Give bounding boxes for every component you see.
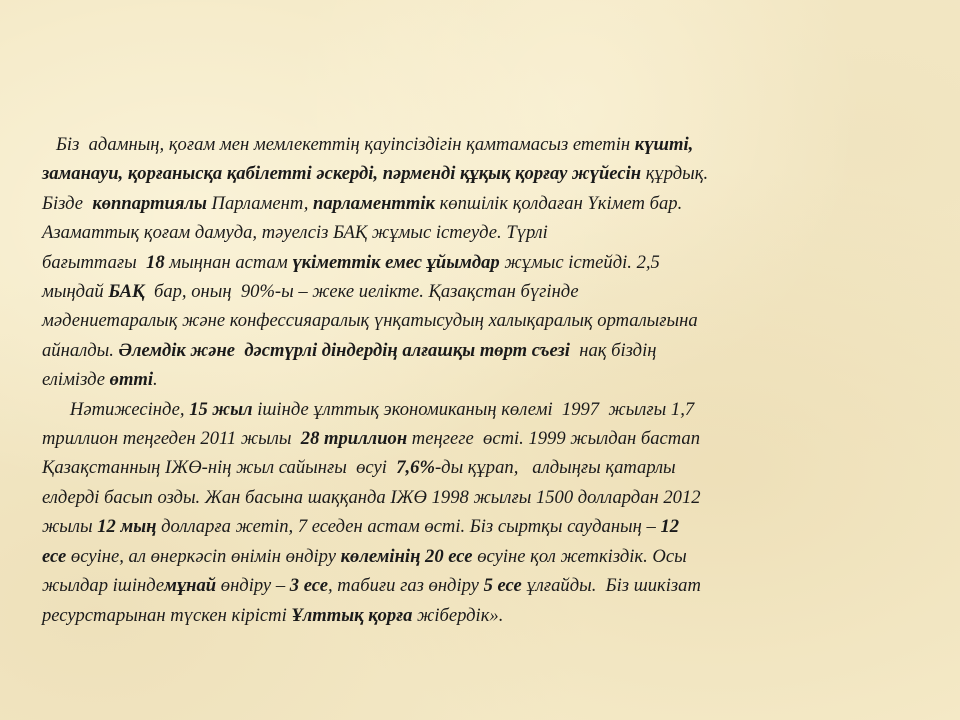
bold-text: заманауи, қорғанысқа қабілетті әскерді, пәрменді құқық қорғау жүйесін	[42, 163, 642, 185]
text-segment: елімізде	[42, 369, 110, 391]
bold-text: Ұлттық қорға	[291, 604, 413, 626]
text-line	[42, 571, 922, 600]
bold-text: мұнай	[164, 575, 217, 597]
text-segment: Біз адамның, қоғам мен мемлекеттің қауіпсіздігін қамтамасыз ететін	[42, 134, 635, 155]
text-segment: жылы	[42, 516, 98, 538]
text-segment: жылдар ішінде	[42, 575, 165, 597]
body-text	[42, 130, 922, 630]
text-segment: жібердік».	[412, 604, 504, 626]
text-segment: мәдениетаралық және конфессияаралық үнқатысудың халықаралық орталығына	[42, 310, 698, 332]
text-segment: Нәтижесінде,	[42, 398, 190, 420]
text-line	[42, 159, 922, 188]
bold-text: үкіметтік емес ұйымдар	[292, 251, 500, 273]
bold-text: 12	[660, 516, 680, 538]
bold-text: Әлемдік және дәстүрлі діндердің алғашқы төрт съезі	[118, 339, 570, 361]
text-segment: құрдық.	[641, 163, 709, 185]
text-line	[42, 306, 922, 335]
text-line	[42, 483, 922, 512]
text-segment: өндіру –	[216, 575, 290, 597]
text-segment: триллион теңгеден 2011 жылы	[42, 428, 301, 450]
text-segment: көпшілік қолдаған Үкімет бар.	[434, 192, 683, 214]
text-segment: Парламент,	[206, 192, 314, 214]
text-line	[42, 218, 922, 247]
bold-text: 28 триллион	[300, 428, 408, 450]
text-line	[42, 512, 922, 541]
text-segment: , табиғи газ өндіру	[327, 575, 484, 597]
text-line	[42, 130, 922, 159]
text-segment: Азаматтық қоғам дамуда, тәуелсіз БАҚ жұмыс істеуде. Түрлі	[42, 222, 548, 244]
bold-text: көлемінің 20 есе	[340, 545, 473, 567]
bold-text: 18	[146, 251, 165, 273]
text-segment: бар, оның 90%-ы – жеке иелікте. Қазақстан бүгінде	[144, 281, 579, 303]
text-segment: мыңдай	[42, 281, 109, 303]
text-segment: өсуіне, ал өнеркәсіп өнімін өндіру	[66, 545, 341, 567]
text-segment: -ды құрап, алдыңғы қатарлы	[434, 457, 676, 479]
bold-text: 3 есе	[289, 575, 328, 597]
text-segment: бағыттағы	[42, 251, 147, 273]
text-segment: елдерді басып озды. Жан басына шаққанда ІЖӨ 1998 жылғы 1500 доллардан 2012	[42, 486, 701, 508]
text-segment: айналды.	[42, 339, 119, 361]
bold-text: 12 мың	[97, 516, 157, 538]
text-line	[42, 336, 922, 365]
text-line	[42, 542, 922, 571]
text-line	[42, 189, 922, 218]
bold-text: 15 жыл	[189, 398, 253, 420]
text-segment: Бізде	[42, 192, 93, 214]
text-segment: жұмыс істейді. 2,5	[499, 251, 660, 273]
bold-text: көппартиялы	[92, 192, 207, 214]
bold-text: 5 есе	[483, 575, 522, 597]
bold-text: БАҚ	[108, 281, 145, 303]
text-segment: ұлғайды. Біз шикізат	[521, 575, 701, 597]
bold-text: өтті	[109, 369, 154, 391]
text-segment: ішінде ұлттық экономиканың көлемі 1997 жылғы 1,7	[252, 398, 695, 420]
text-segment: ресурстарынан түскен кірісті	[42, 604, 292, 626]
text-line	[42, 453, 922, 482]
text-line	[42, 601, 922, 630]
bold-text: күшті,	[634, 134, 694, 155]
text-line	[42, 248, 922, 277]
text-line	[42, 424, 922, 453]
text-segment: теңгеге өсті. 1999 жылдан бастап	[407, 428, 701, 450]
text-segment: мыңнан астам	[164, 251, 293, 273]
text-line	[42, 365, 922, 394]
text-segment: нақ біздің	[569, 339, 657, 361]
bold-text: парламенттік	[313, 192, 435, 214]
text-line	[42, 395, 922, 424]
text-line	[42, 277, 922, 306]
bold-text: есе	[42, 545, 67, 567]
text-segment: долларға жетіп, 7 еседен астам өсті. Біз сыртқы сауданың –	[156, 516, 661, 538]
text-segment: .	[153, 369, 158, 391]
bold-text: 7,6%	[396, 457, 435, 479]
text-segment: Қазақстанның ІЖӨ-нің жыл сайынғы өсуі	[42, 457, 397, 479]
text-segment: өсуіне қол жеткіздік. Осы	[472, 545, 687, 567]
